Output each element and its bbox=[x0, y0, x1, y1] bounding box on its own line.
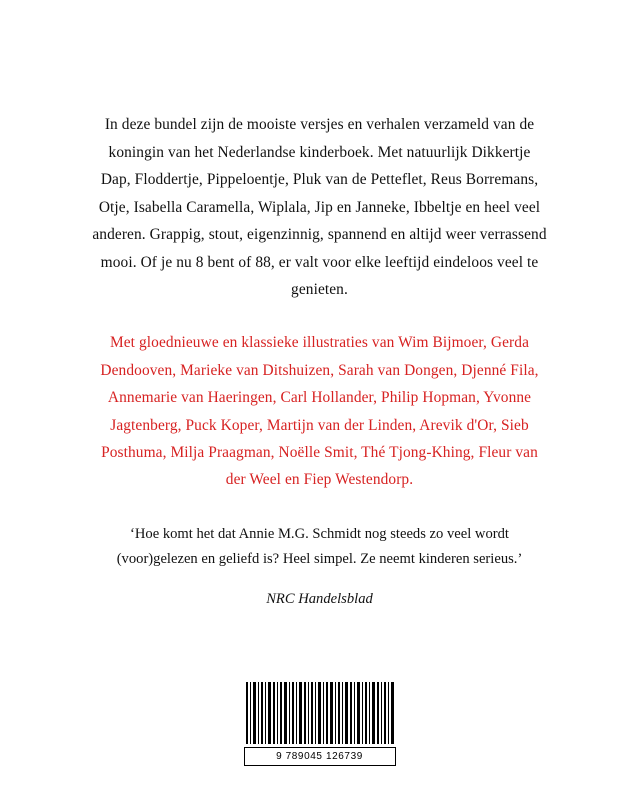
isbn-frame bbox=[244, 747, 396, 766]
blurb-paragraph: In deze bundel zijn de mooiste versjes en verhalen verzameld van de koningin van het Nederlandse kinderboek. Met natuurlijk Dikkertje Dap, Floddertje, Pippeloentje, Pluk van de Petteflet, Reus Borremans, Otje, Isabella Caramella, Wiplala, Jip en Janneke, Ibbeltje en heel veel anderen. Grappig, stout, eigenzinnig, spannend en altijd weer verrassend mooi. Of je nu 8 bent of 88, er valt voor elke leeftijd eindeloos veel te genieten. bbox=[92, 116, 547, 298]
back-cover-text-block bbox=[92, 96, 547, 626]
barcode-area bbox=[0, 682, 639, 766]
illustrators-paragraph: Met gloednieuwe en klassieke illustraties van Wim Bijmoer, Gerda Dendooven, Marieke van Ditshuizen, Sarah van Dongen, Djenné Fila, Annemarie van Haeringen, Carl Hollander, Philip Hopman, Yvonne Jagtenberg, Puck Koper, Martijn van der Linden, Arevik d'Or, Sieb Posthuma, Milja Praagman, Noëlle Smit, Thé Tjong-Khing, Fleur van der Weel en Fiep Westendorp. bbox=[100, 334, 539, 489]
barcode bbox=[244, 682, 396, 766]
review-source: NRC Handelsblad bbox=[266, 590, 373, 607]
isbn-number: 9 789045 126739 bbox=[276, 750, 363, 762]
review-quote-block bbox=[92, 522, 547, 612]
barcode-bars-icon bbox=[244, 682, 396, 744]
review-quote: ‘Hoe komt het dat Annie M.G. Schmidt nog steeds zo veel wordt (voor)gelezen en geliefd is? Heel simpel. Ze neemt kinderen serieus.’ bbox=[116, 525, 523, 567]
